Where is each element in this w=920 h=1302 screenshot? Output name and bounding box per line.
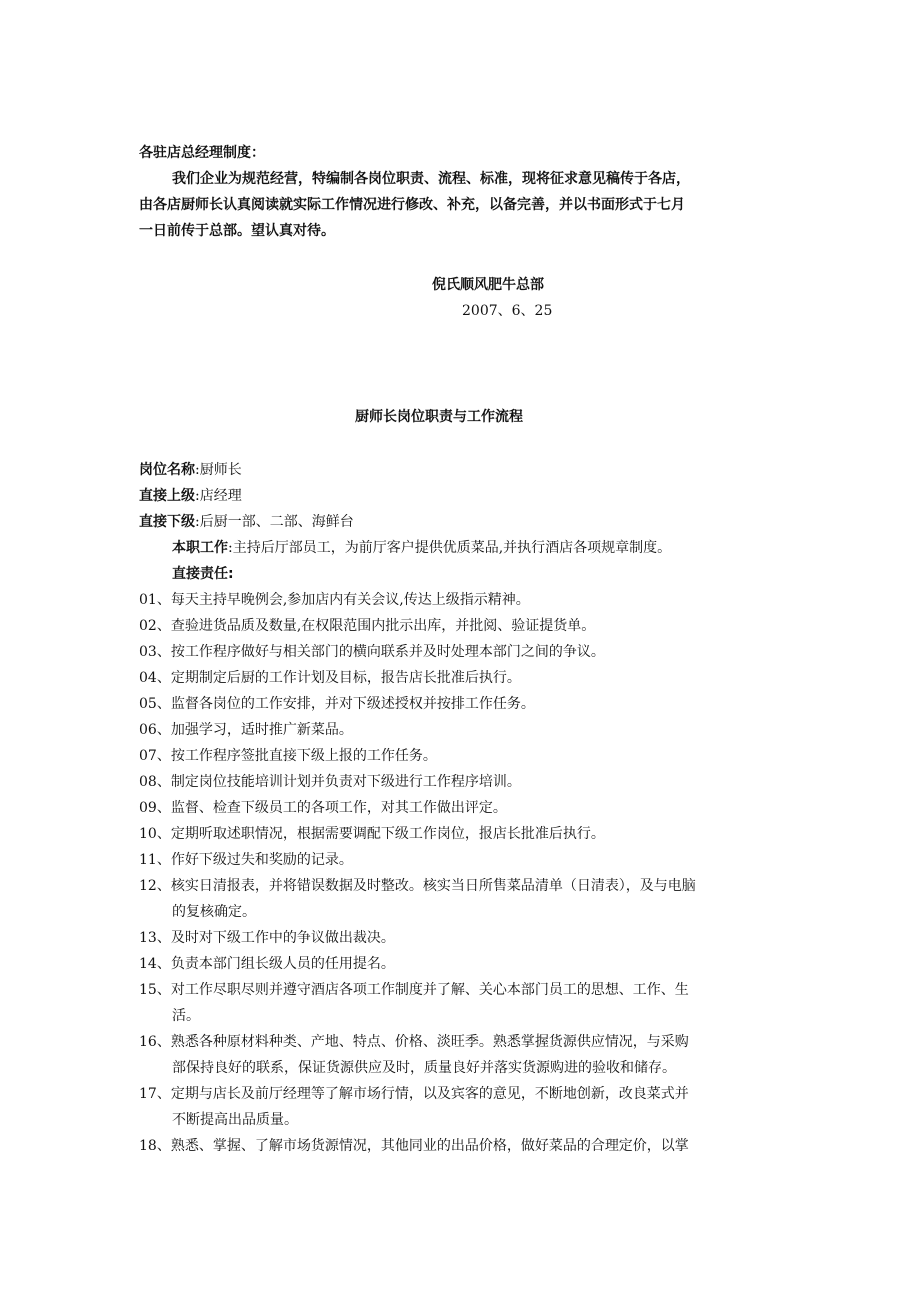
duty-item: 01、每天主持早晚例会,参加店内有关会议,传达上级指示精神。 [139, 592, 530, 608]
field-sep: : [195, 514, 200, 530]
duty-item: 13、及时对下级工作中的争议做出裁决。 [139, 930, 395, 946]
field-value: 后厨一部、二部、海鲜台 [199, 514, 354, 530]
field-value: 主持后厅部员工，为前厅客户提供优质菜品,并执行酒店各项规章制度。 [232, 540, 672, 556]
duty-item-continuation: 的复核确定。 [172, 904, 256, 920]
field-sep: : [195, 462, 200, 478]
duty-item-continuation: 不断提高出品质量。 [172, 1112, 298, 1128]
field-label: 岗位名称 [139, 462, 195, 478]
field-value: 厨师长 [199, 462, 242, 478]
duty-item: 03、按工作程序做好与相关部门的横向联系并及时处理本部门之间的争议。 [139, 644, 605, 660]
signature-date: 2007、6、25 [462, 303, 553, 319]
field-label: 直接上级 [139, 488, 195, 504]
duty-item: 15、对工作尽职尽则并遵守酒店各项工作制度并了解、关心本部门员工的思想、工作、生 [139, 982, 689, 998]
field-label: 直接下级 [139, 514, 195, 530]
notice-body-line-1: 我们企业为规范经营，特编制各岗位职责、流程、标准，现将征求意见稿传于各店， [172, 171, 690, 187]
field-value: 店经理 [199, 488, 242, 504]
notice-title: 各驻店总经理制度： [139, 145, 265, 161]
duty-item: 17、定期与店长及前厅经理等了解市场行情，以及宾客的意见，不断地创新，改良菜式并 [139, 1086, 689, 1102]
field-label: 本职工作 [172, 540, 228, 556]
field-direct-subordinates [139, 509, 354, 535]
document-title: 厨师长岗位职责与工作流程 [355, 409, 523, 425]
duty-item: 09、监督、检查下级员工的各项工作，对其工作做出评定。 [139, 800, 507, 816]
duty-item: 05、监督各岗位的工作安排，并对下级述授权并按排工作任务。 [139, 696, 535, 712]
field-position-name [139, 457, 242, 483]
field-main-work [172, 535, 671, 561]
duty-item: 08、制定岗位技能培训计划并负责对下级进行工作程序培训。 [139, 774, 521, 790]
duty-item: 14、负责本部门组长级人员的任用提名。 [139, 956, 395, 972]
duty-item: 12、核实日清报表，并将错误数据及时整改。核实当日所售菜品清单（日清表），及与电脑 [139, 878, 696, 894]
signature-org: 倪氏顺风肥牛总部 [432, 277, 544, 293]
duty-item: 04、定期制定后厨的工作计划及目标，报告店长批准后执行。 [139, 670, 521, 686]
field-sep: : [195, 488, 200, 504]
notice-body-line-2: 由各店厨师长认真阅读就实际工作情况进行修改、补充，以备完善，并以书面形式于七月 [139, 197, 685, 213]
duty-item: 02、查验进货品质及数量,在权限范围内批示出库，并批阅、验证提货单。 [139, 618, 596, 634]
duty-item: 16、熟悉各种原材料种类、产地、特点、价格、淡旺季。熟悉掌握货源供应情况，与采购 [139, 1034, 689, 1050]
duty-item: 11、作好下级过失和奖励的记录。 [139, 852, 353, 868]
field-sep: : [228, 540, 233, 556]
duties-heading: 直接责任: [172, 566, 234, 582]
notice-body-line-3: 一日前传于总部。望认真对待。 [139, 223, 335, 239]
duty-item: 07、按工作程序签批直接下级上报的工作任务。 [139, 748, 437, 764]
field-direct-superior [139, 483, 242, 509]
duty-item-continuation: 部保持良好的联系，保证货源供应及时，质量良好并落实货源购进的验收和储存。 [172, 1060, 676, 1076]
duty-item: 10、定期听取述职情况，根据需要调配下级工作岗位，报店长批准后执行。 [139, 826, 605, 842]
duty-item: 06、加强学习，适时推广新菜品。 [139, 722, 353, 738]
duty-item-continuation: 活。 [172, 1008, 200, 1024]
duty-item: 18、熟悉、掌握、了解市场货源情况，其他同业的出品价格，做好菜品的合理定价，以掌 [139, 1138, 689, 1154]
